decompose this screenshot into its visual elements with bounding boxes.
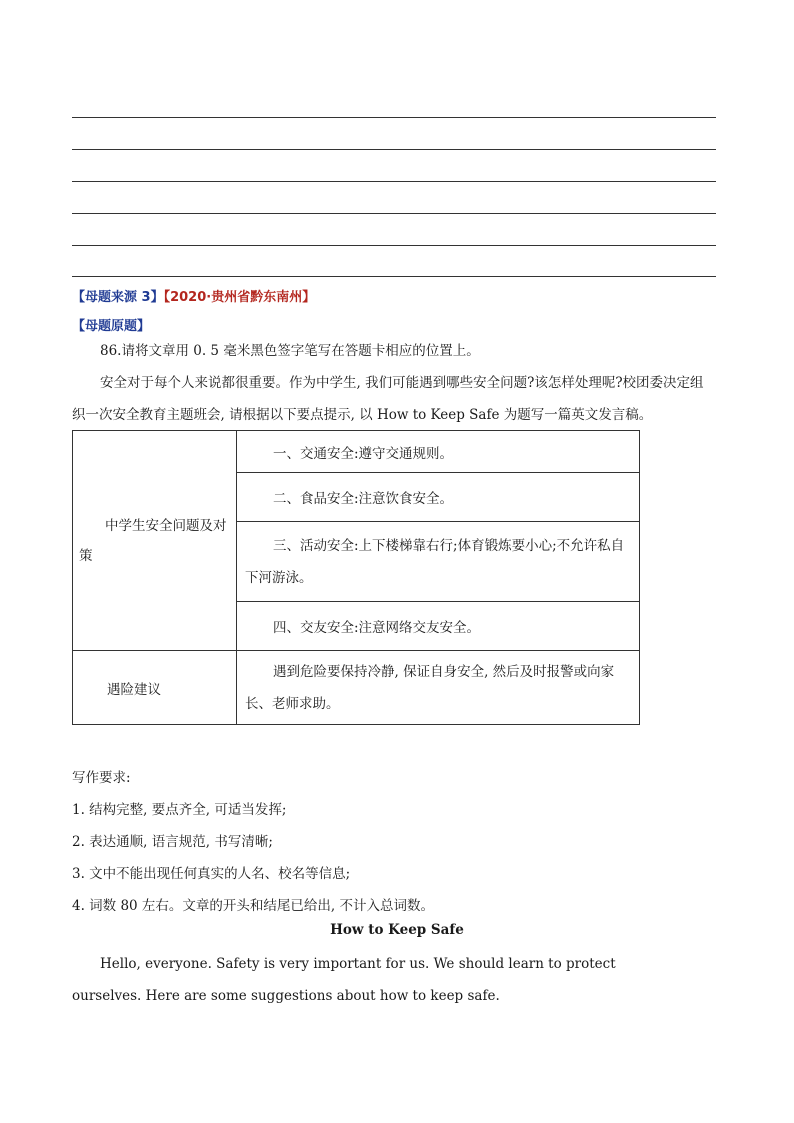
issue-item: 一、交通安全:遵守交通规则。	[237, 431, 640, 473]
outline-table	[72, 430, 640, 725]
requirement-item: 4. 词数 80 左右。文章的开头和结尾已给出, 不计入总词数。	[72, 898, 435, 914]
answer-line	[72, 149, 716, 150]
source-value: 【2020·贵州省黔东南州】	[163, 290, 316, 305]
answer-line	[72, 117, 716, 118]
source-line	[72, 286, 315, 305]
answer-line	[72, 245, 716, 246]
requirement-item: 3. 文中不能出现任何真实的人名、校名等信息;	[72, 866, 351, 882]
question-prompt: 安全对于每个人来说都很重要。作为中学生, 我们可能遇到哪些安全问题?该怎样处理呢?校团委决定组织一次安全教育主题班会, 请根据以下要点提示, 以 How to Keep Safe 为题写一篇英文发言稿。	[72, 375, 704, 423]
source-label: 【母题来源 3】	[72, 290, 164, 305]
question-instruction: 86.请将文章用 0. 5 毫米黑色签字笔写在答题卡相应的位置上。	[100, 343, 480, 359]
advice-value: 遇到危险要保持冷静, 保证自身安全, 然后及时报警或向家长、老师求助。	[237, 651, 640, 725]
issue-item: 四、交友安全:注意网络交友安全。	[237, 602, 640, 651]
original-question-label: 【母题原题】	[72, 319, 151, 334]
essay-title: How to Keep Safe	[330, 922, 464, 938]
row-label-issues: 中学生安全问题及对策	[73, 431, 237, 651]
answer-line	[72, 181, 716, 182]
requirement-item: 1. 结构完整, 要点齐全, 可适当发挥;	[72, 802, 287, 818]
answer-line	[72, 276, 716, 277]
essay-opening: Hello, everyone. Safety is very important for us. We should learn to protect ourselves. Here are some suggestions about how to keep safe.	[72, 956, 616, 1004]
issue-item: 二、食品安全:注意饮食安全。	[237, 473, 640, 522]
requirements-heading: 写作要求:	[72, 770, 131, 786]
requirement-item: 2. 表达通顺, 语言规范, 书写清晰;	[72, 834, 273, 850]
row-label-advice: 遇险建议	[73, 651, 237, 725]
answer-line	[72, 213, 716, 214]
issue-item: 三、活动安全:上下楼梯靠右行;体育锻炼要小心;不允许私自下河游泳。	[237, 522, 640, 602]
